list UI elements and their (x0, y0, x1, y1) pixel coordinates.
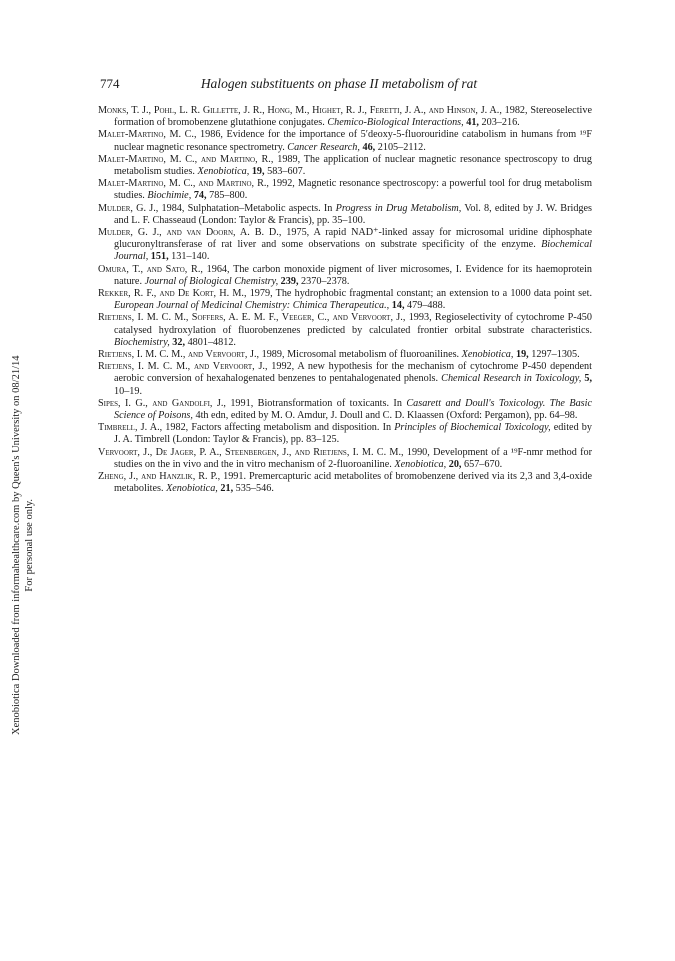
watermark-line-2: For personal use only. (24, 498, 35, 592)
reference-entry (98, 203, 592, 227)
ref-authors: Rekker, R. F., and De Kort, H. M., (98, 288, 247, 300)
ref-authors: Rietjens, I. M. C. M., and Vervoort, J., (98, 349, 260, 361)
ref-volume: 5, (581, 373, 593, 385)
ref-text: 1991, Biotransformation of toxicants. In (225, 397, 407, 409)
reference-entry (98, 447, 592, 471)
ref-volume: 19, (249, 166, 265, 178)
ref-text: 1975, A rapid NAD⁺-linked assay for microsomal uridine diphosphate glucuronyltransferase of rat liver and some observations on substrate specificity of the enzyme. (114, 227, 592, 251)
ref-pages: 535–546. (233, 483, 274, 495)
ref-journal: Chemical Research in Toxicology, (441, 373, 582, 385)
ref-text: 1993, Regioselectivity of cytochrome P-450 catalysed hydroxylation of fluorobenzenes predicted by calculated frontier orbital substrate characteristics. (114, 312, 592, 336)
reference-entry (98, 227, 592, 264)
reference-entry (98, 129, 592, 153)
ref-volume: 74, (191, 190, 207, 202)
reference-entry (98, 361, 592, 398)
ref-journal: Casarett and Doull's Toxicology. The Basic Science of Poisons, (114, 397, 592, 422)
ref-text: 1991. Premercapturic acid metabolites of bromobenzene derived via its 2,3 and 3,4-oxide metabolites. (114, 471, 593, 495)
ref-authors: Malet-Martino, M. C., (98, 129, 197, 141)
ref-volume: 14, (389, 300, 405, 312)
ref-text: 1964, The carbon monoxide pigment of liver microsomes, I. Evidence for its haemoprotein nature. (114, 263, 592, 287)
ref-authors: Malet-Martino, M. C., and Martino, R., (98, 153, 274, 165)
ref-journal: European Journal of Medicinal Chemistry: Chimica Therapeutica., (114, 300, 390, 312)
ref-text: 1989, Microsomal metabolism of fluoroanilines. (259, 349, 462, 361)
ref-pages: 4801–4812. (185, 336, 236, 348)
ref-text: 1982, Factors affecting metabolism and disposition. In (162, 422, 395, 434)
ref-journal: Chemico-Biological Interactions, (327, 117, 464, 129)
ref-authors: Monks, T. J., Pohl, L. R. Gillette, J. R., Hong, M., Highet, R. J., Feretti, J. A., and Hinson, J. A., (98, 105, 502, 116)
ref-journal: Progress in Drug Metabolism, (335, 202, 462, 214)
ref-journal: Biochemical Journal, (114, 239, 592, 263)
ref-pages: 657–670. (461, 458, 503, 470)
ref-journal: Xenobiotica, (166, 483, 218, 495)
ref-pages: 4th edn, edited by M. O. Amdur, J. Doull and C. D. Klaassen (Oxford: Pergamon), pp. 64–98. (192, 410, 578, 422)
ref-journal: Journal of Biological Chemistry, (144, 275, 279, 287)
ref-journal: Xenobiotica, (197, 166, 250, 178)
ref-authors: Zheng, J., and Hanzlik, R. P., (98, 471, 221, 483)
ref-authors: Rietjens, I. M. C. M., Soffers, A. E. M. F., Veeger, C., and Vervoort, J., (98, 312, 406, 324)
ref-journal: Xenobiotica, (461, 349, 514, 361)
ref-journal: Principles of Biochemical Toxicology, (394, 422, 551, 434)
ref-pages: 1297–1305. (528, 349, 580, 361)
ref-pages: 785–800. (206, 190, 248, 202)
ref-volume: 21, (217, 483, 234, 495)
reference-entry (98, 154, 592, 178)
ref-pages: 10–19. (114, 385, 143, 397)
ref-pages: 583–607. (264, 166, 306, 178)
ref-volume: 46, (359, 141, 376, 153)
ref-authors: Vervoort, J., De Jager, P. A., Steenbergen, J., and Rietjens, I. M. C. M., (98, 446, 404, 458)
ref-text: 1979, The hydrophobic fragmental constant; an extension to a 1000 data point set. (246, 288, 592, 300)
ref-authors: Mulder, G. J., and van Doorn, A. B. D., (98, 227, 282, 239)
ref-authors: Rietjens, I. M. C. M., and Vervoort, J., (98, 361, 268, 373)
ref-pages: Vol. 8, edited by J. W. Bridges and L. F. Chasseaud (London: Taylor & Francis), pp. 35–100. (114, 202, 593, 226)
ref-authors: Timbrell, J. A., (98, 422, 163, 434)
ref-text: 1982, Stereoselective formation of bromobenzene glutathione conjugates. (114, 105, 592, 129)
reference-entry (98, 471, 592, 495)
ref-pages: 479–488. (404, 300, 446, 312)
running-title: Halogen substituents on phase II metabolism of rat (200, 76, 478, 91)
ref-volume: 20, (446, 458, 462, 470)
ref-volume: 19, (513, 349, 529, 361)
reference-entry (98, 422, 592, 446)
ref-volume: 32, (169, 336, 186, 348)
ref-text: 1989, The application of nuclear magnetic resonance spectroscopy to drug metabolism studies. (114, 153, 592, 178)
ref-pages: edited by J. A. Timbrell (London: Taylor & Francis), pp. 83–125. (114, 422, 592, 446)
reference-entry (98, 312, 592, 349)
ref-authors: Omura, T., and Sato, R., (98, 263, 203, 275)
ref-pages: 2370–2378. (298, 275, 350, 287)
ref-authors: Sipes, I. G., and Gandolfi, J., (98, 397, 226, 409)
reference-entry (98, 264, 592, 288)
ref-pages: 203–216. (478, 117, 520, 129)
reference-entry (98, 105, 592, 129)
ref-text: 1992, Magnetic resonance spectroscopy: a powerful tool for drug metabolism studies. (114, 178, 592, 202)
ref-volume: 239, (278, 275, 299, 287)
reference-entry (98, 178, 592, 202)
ref-text: 1986, Evidence for the importance of 5′deoxy-5-fluorouridine catabolism in humans from ¹⁹F nuclear magnetic resonance spectrometry. (114, 129, 592, 153)
ref-text: 1992, A new hypothesis for the mechanism of cytochrome P-450 dependent aerobic conversion of hexahalogenated benzenes to pentahalogenated phenols. (114, 361, 592, 385)
ref-pages: 131–140. (168, 251, 210, 263)
ref-journal: Biochemistry, (114, 336, 170, 348)
ref-volume: 41, (463, 117, 479, 129)
ref-authors: Mulder, G. J., (98, 202, 159, 214)
page-number: 774 (100, 76, 120, 91)
reference-entry (98, 288, 592, 312)
reference-entry (98, 398, 592, 422)
page-header (90, 76, 588, 96)
reference-list (98, 105, 592, 496)
ref-pages: 2105–2112. (375, 141, 426, 153)
ref-journal: Biochimie, (147, 190, 192, 202)
ref-volume: 151, (148, 251, 169, 263)
ref-text: 1984, Sulphatation–Metabolic aspects. In (158, 202, 336, 214)
ref-authors: Malet-Martino, M. C., and Martino, R., (98, 178, 269, 190)
ref-journal: Cancer Research, (287, 141, 360, 153)
download-watermark (10, 356, 36, 736)
reference-entry (98, 349, 592, 361)
ref-journal: Xenobiotica, (394, 458, 447, 470)
watermark-line-1: Xenobiotica Downloaded from informahealthcare.com by Queen's University on 08/21/14 (11, 355, 22, 735)
ref-text: 1990, Development of a ¹⁹F-nmr method for studies on the in vivo and the in vitro mechanism of 2-fluoroaniline. (114, 446, 592, 470)
